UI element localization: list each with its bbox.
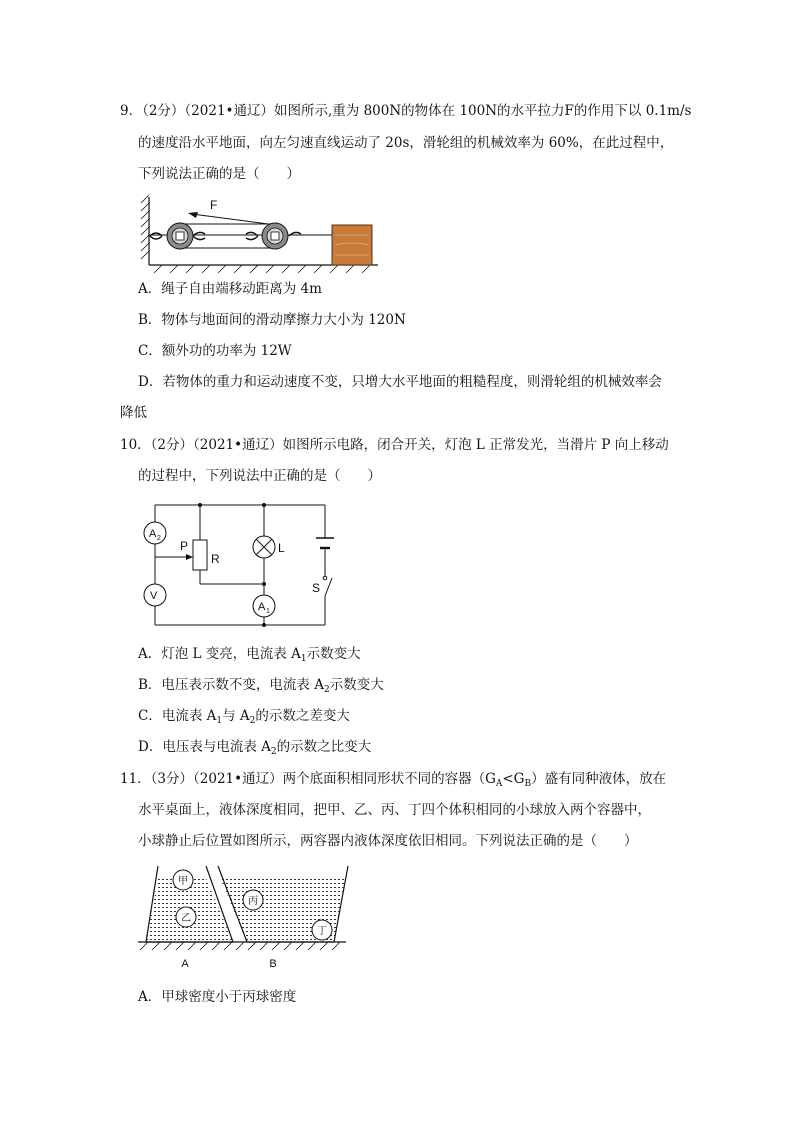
ammeter-a2-icon: [144, 522, 166, 544]
fixed-pulley-icon: [150, 223, 205, 249]
ball-yi: [176, 907, 196, 927]
q11-containers-figure: [138, 862, 358, 972]
svg-text:A: A: [149, 528, 157, 540]
force-label: F: [210, 198, 218, 212]
svg-text:V: V: [150, 590, 158, 602]
slider-label: P: [180, 539, 189, 553]
svg-text:2: 2: [157, 535, 161, 542]
svg-text:丁: 丁: [317, 926, 327, 937]
ball-bing: [243, 890, 263, 910]
container-b-label: B: [269, 958, 277, 970]
q11-stem-line3: 小球静止后位置如图所示，两容器内液体深度依旧相同。下列说法正确的是（ ）: [138, 833, 638, 849]
moving-pulley-icon: [246, 223, 301, 249]
q9-option-a: A．绳子自由端移动距离为 4m: [138, 281, 322, 297]
ball-ding: [312, 920, 332, 940]
container-a-label: A: [181, 958, 189, 970]
q10-option-c: C．电流表 $A_1$与 $A_2$的示数之差变大: [138, 708, 350, 726]
rheostat-label: R: [211, 552, 220, 566]
q10-stem-line1: 10．（2分）（2021•通辽）如图所示电路，闭合开关，灯泡 L 正常发光，当滑片 P 向上移动: [120, 437, 669, 453]
q9-option-b: B．物体与地面间的滑动摩擦力大小为 120N: [138, 312, 406, 328]
q9-option-d-line1: D．若物体的重力和运动速度不变，只增大水平地面的粗糙程度，则滑轮组的机械效率会: [138, 374, 662, 390]
q10-stem-line2: 的过程中，下列说法中正确的是（ ）: [138, 468, 381, 484]
q11-stem-line1: 11．（3分）（2021•通辽）两个底面积相同形状不同的容器$(G_A<G_B)$盛有同种液体，放在: [120, 771, 667, 789]
q10-option-d: D．电压表与电流表 $A_2$的示数之比变大: [138, 739, 372, 757]
q10-circuit-figure: [140, 500, 360, 630]
lamp-label: L: [278, 541, 285, 555]
q11-stem-line2: 水平桌面上，液体深度相同，把甲、乙、丙、丁四个体积相同的小球放入两个容器中，: [138, 802, 651, 818]
wooden-block: [332, 225, 372, 265]
ammeter-a1-icon: [253, 595, 275, 617]
q9-stem-line3: 下列说法正确的是（ ）: [138, 166, 300, 182]
svg-text:乙: 乙: [181, 913, 191, 924]
switch-label: S: [312, 581, 321, 595]
svg-text:1: 1: [266, 608, 270, 615]
voltmeter-icon: [144, 584, 166, 606]
q10-option-b: B．电压表示数不变，电流表 $A_2$示数变大: [138, 677, 384, 695]
rheostat: [193, 540, 207, 570]
ball-jia: [173, 870, 193, 890]
q9-option-c: C．额外功的功率为 12W: [138, 343, 292, 359]
svg-text:丙: 丙: [248, 896, 258, 907]
svg-text:A: A: [258, 601, 266, 613]
q9-stem-line1: 9．（2分）（2021•通辽）如图所示,重为 800N的物体在 100N的水平拉力F的作用下以 0.1m/s: [120, 103, 692, 119]
q11-option-a: A．甲球密度小于丙球密度: [138, 989, 297, 1005]
q9-stem-line2: 的速度沿水平地面，向左匀速直线运动了 20s，滑轮组的机械效率为 60%，在此过程中，: [138, 135, 674, 151]
lamp-icon: [253, 536, 275, 558]
q9-option-d-line2: 降低: [120, 405, 147, 421]
q9-pulley-figure: [140, 195, 380, 270]
svg-text:甲: 甲: [178, 876, 188, 887]
q10-option-a: A．灯泡 L 变亮，电流表 $A_1$示数变大: [138, 646, 361, 664]
